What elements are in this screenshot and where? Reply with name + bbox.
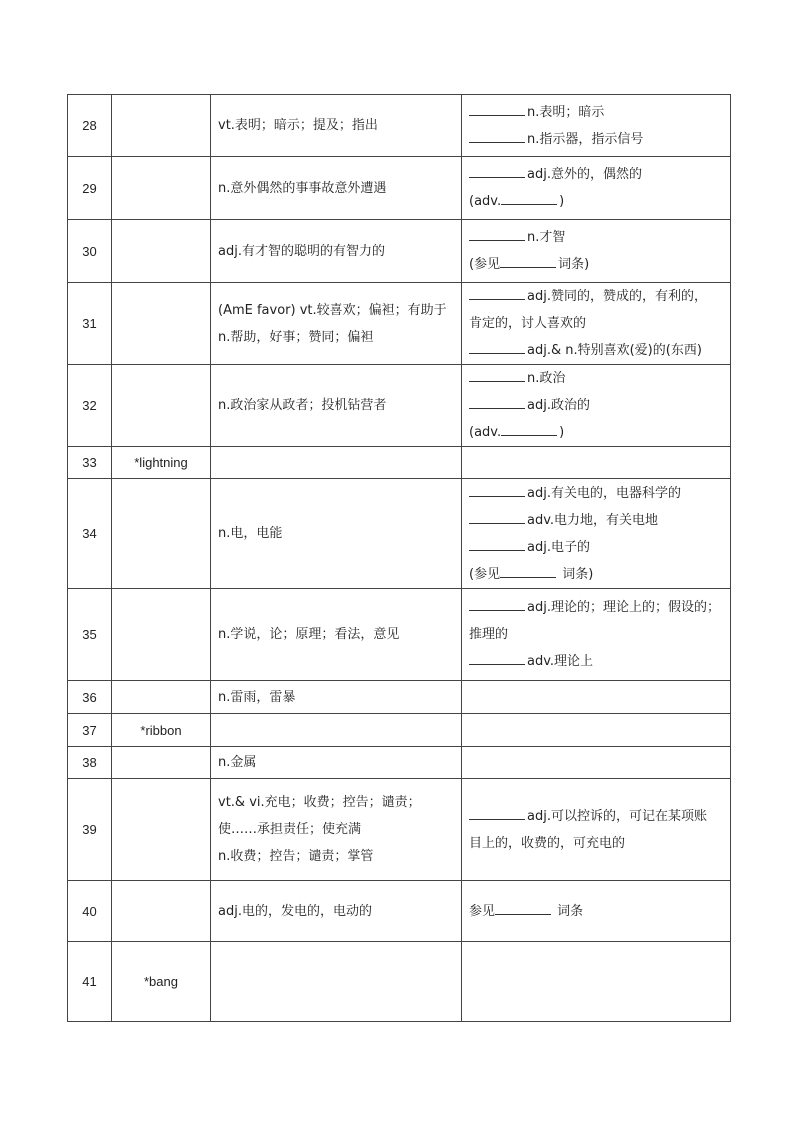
derived-suffix: adj.有关电的，电器科学的 xyxy=(527,485,681,501)
meaning-cell xyxy=(211,779,462,881)
derived-form-line xyxy=(469,126,723,153)
row-number: 36 xyxy=(68,681,112,714)
meaning-cell xyxy=(211,157,462,220)
word-cell xyxy=(112,220,211,283)
word-cell xyxy=(112,95,211,157)
meaning-cell xyxy=(211,365,462,447)
derived-suffix: adj.理论的；理论上的；假设的； xyxy=(527,600,720,615)
derived-suffix: 词条) xyxy=(558,566,594,582)
meaning-line: n.金属 xyxy=(218,755,257,770)
derived-prefix: 推理的 xyxy=(469,627,509,642)
derived-suffix: adj.可以控诉的，可记在某项账 xyxy=(527,808,707,824)
fill-in-blank[interactable] xyxy=(469,804,525,820)
word-cell xyxy=(112,881,211,942)
derived-forms-cell xyxy=(462,589,731,681)
meaning-line: (AmE favor) vt.较喜欢；偏袒；有助于 xyxy=(218,302,447,318)
row-number: 38 xyxy=(68,747,112,779)
derived-form-line xyxy=(469,251,723,278)
row-number: 41 xyxy=(68,942,112,1022)
vocabulary-table-body xyxy=(68,95,731,1022)
derived-forms-cell xyxy=(462,779,731,881)
word-cell xyxy=(112,365,211,447)
word-cell xyxy=(112,479,211,589)
derived-form-line xyxy=(469,480,723,507)
derived-prefix: 肯定的，讨人喜欢的 xyxy=(469,316,587,331)
meaning-cell xyxy=(211,479,462,589)
word-cell: *ribbon xyxy=(112,714,211,747)
table-row xyxy=(68,589,731,681)
meaning-line: n.意外偶然的事事故意外遭遇 xyxy=(218,180,387,196)
word-cell xyxy=(112,681,211,714)
derived-prefix: 目上的，收费的，可充电的 xyxy=(469,835,626,851)
derived-form-line xyxy=(469,561,723,588)
derived-suffix: ) xyxy=(559,425,565,440)
derived-suffix: n.政治 xyxy=(527,371,566,386)
derived-forms-cell xyxy=(462,747,731,779)
table-row xyxy=(68,681,731,714)
derived-prefix: 参见 xyxy=(469,903,496,919)
row-number: 34 xyxy=(68,479,112,589)
meaning-cell xyxy=(211,283,462,365)
meaning-line: n.学说，论；原理；看法，意见 xyxy=(218,627,400,642)
derived-prefix: (参见 xyxy=(469,257,501,272)
meaning-cell xyxy=(211,220,462,283)
derived-form-line xyxy=(469,594,723,621)
table-row xyxy=(68,157,731,220)
meaning-line: 使……承担责任；使充满 xyxy=(218,822,362,837)
table-row xyxy=(68,714,731,747)
meaning-line: vt.表明；暗示；提及；指出 xyxy=(218,118,378,133)
derived-suffix: adj.电子的 xyxy=(527,539,590,555)
row-number: 30 xyxy=(68,220,112,283)
derived-suffix: n.才智 xyxy=(527,230,566,245)
word-cell xyxy=(112,157,211,220)
derived-prefix: (adv. xyxy=(469,425,502,440)
derived-forms-cell xyxy=(462,283,731,365)
derived-forms-cell xyxy=(462,365,731,447)
meaning-cell xyxy=(211,942,462,1022)
derived-suffix: n.指示器，指示信号 xyxy=(527,131,644,147)
table-row xyxy=(68,747,731,779)
fill-in-blank[interactable] xyxy=(469,508,525,524)
meaning-cell xyxy=(211,714,462,747)
table-row xyxy=(68,479,731,589)
table-row xyxy=(68,283,731,365)
fill-in-blank[interactable] xyxy=(469,393,525,409)
fill-in-blank[interactable] xyxy=(469,595,525,611)
fill-in-blank[interactable] xyxy=(469,100,525,116)
derived-form-line xyxy=(469,310,723,337)
derived-prefix: (参见 xyxy=(469,566,501,582)
derived-form-line xyxy=(469,365,723,392)
word-cell: *bang xyxy=(112,942,211,1022)
fill-in-blank[interactable] xyxy=(469,284,525,300)
derived-form-line xyxy=(469,337,723,364)
meaning-line: vt.& vi.充电；收费；控告；谴责； xyxy=(218,795,421,810)
fill-in-blank[interactable] xyxy=(469,366,525,382)
derived-suffix: n.表明；暗示 xyxy=(527,104,605,120)
derived-form-line xyxy=(469,224,723,251)
derived-form-line xyxy=(469,507,723,534)
derived-form-line xyxy=(469,419,723,446)
derived-suffix: 词条) xyxy=(558,257,590,272)
derived-form-line xyxy=(469,534,723,561)
meaning-line: adj.电的，发电的，电动的 xyxy=(218,903,372,919)
vocabulary-table xyxy=(67,94,731,1022)
meaning-cell xyxy=(211,447,462,479)
word-cell: *lightning xyxy=(112,447,211,479)
word-cell xyxy=(112,589,211,681)
fill-in-blank[interactable] xyxy=(495,899,551,915)
derived-forms-cell xyxy=(462,881,731,942)
derived-forms-cell xyxy=(462,447,731,479)
fill-in-blank[interactable] xyxy=(501,189,557,205)
derived-form-line xyxy=(469,283,723,310)
meaning-line: n.收费；控告；谴责；掌管 xyxy=(218,849,374,864)
derived-prefix: (adv. xyxy=(469,194,502,209)
derived-forms-cell xyxy=(462,714,731,747)
row-number: 33 xyxy=(68,447,112,479)
row-number: 35 xyxy=(68,589,112,681)
table-row xyxy=(68,447,731,479)
derived-form-line xyxy=(469,188,723,215)
meaning-line: n.电，电能 xyxy=(218,526,283,541)
derived-forms-cell xyxy=(462,479,731,589)
table-row xyxy=(68,95,731,157)
row-number: 28 xyxy=(68,95,112,157)
fill-in-blank[interactable] xyxy=(469,649,525,665)
fill-in-blank[interactable] xyxy=(469,225,525,241)
derived-suffix: adj.意外的，偶然的 xyxy=(527,167,642,182)
row-number: 32 xyxy=(68,365,112,447)
table-row xyxy=(68,220,731,283)
table-row xyxy=(68,365,731,447)
meaning-cell xyxy=(211,95,462,157)
row-number: 31 xyxy=(68,283,112,365)
meaning-line: n.政治家从政者；投机钻营者 xyxy=(218,398,387,413)
fill-in-blank[interactable] xyxy=(469,338,525,354)
derived-form-line xyxy=(469,648,723,675)
derived-forms-cell xyxy=(462,157,731,220)
derived-suffix: adj.& n.特别喜欢(爱)的(东西) xyxy=(527,343,702,358)
table-row xyxy=(68,881,731,942)
derived-forms-cell xyxy=(462,95,731,157)
row-number: 40 xyxy=(68,881,112,942)
row-number: 29 xyxy=(68,157,112,220)
derived-suffix: adv.理论上 xyxy=(527,654,594,669)
fill-in-blank[interactable] xyxy=(500,252,556,268)
derived-form-line xyxy=(469,803,723,830)
meaning-line: n.雷雨，雷暴 xyxy=(218,689,296,705)
word-cell xyxy=(112,779,211,881)
derived-form-line xyxy=(469,392,723,419)
word-cell xyxy=(112,747,211,779)
fill-in-blank[interactable] xyxy=(500,562,556,578)
word-cell xyxy=(112,283,211,365)
derived-suffix: adj.政治的 xyxy=(527,398,590,413)
derived-suffix: adv.电力地，有关电地 xyxy=(527,512,659,528)
derived-form-line xyxy=(469,161,723,188)
derived-suffix: 词条 xyxy=(553,903,584,919)
meaning-cell xyxy=(211,747,462,779)
derived-forms-cell xyxy=(462,681,731,714)
table-row xyxy=(68,779,731,881)
meaning-line: adj.有才智的聪明的有智力的 xyxy=(218,243,385,259)
derived-form-line xyxy=(469,830,723,857)
derived-form-line xyxy=(469,99,723,126)
fill-in-blank[interactable] xyxy=(501,420,557,436)
derived-form-line xyxy=(469,898,723,925)
meaning-cell xyxy=(211,881,462,942)
meaning-line: n.帮助，好事；赞同；偏袒 xyxy=(218,329,374,345)
fill-in-blank[interactable] xyxy=(469,127,525,143)
derived-forms-cell xyxy=(462,942,731,1022)
row-number: 39 xyxy=(68,779,112,881)
table-row xyxy=(68,942,731,1022)
meaning-cell xyxy=(211,589,462,681)
derived-forms-cell xyxy=(462,220,731,283)
fill-in-blank[interactable] xyxy=(469,162,525,178)
derived-suffix: ) xyxy=(559,194,565,209)
fill-in-blank[interactable] xyxy=(469,481,525,497)
row-number: 37 xyxy=(68,714,112,747)
fill-in-blank[interactable] xyxy=(469,535,525,551)
derived-suffix: adj.赞同的，赞成的，有利的， xyxy=(527,289,707,304)
meaning-cell xyxy=(211,681,462,714)
derived-form-line xyxy=(469,621,723,648)
